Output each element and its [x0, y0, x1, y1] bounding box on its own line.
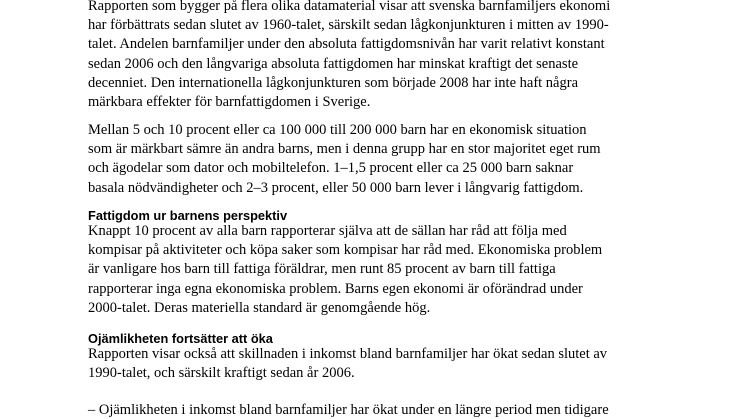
section-heading-child-perspective: Fattigdom ur barnens perspektiv [88, 208, 288, 223]
text-line: Mellan 5 och 10 procent eller ca 100 000 till 200 000 barn har en ekonomisk situation [88, 122, 587, 138]
text-line: och ägodelar som dator och mobiltelefon. 1–1,5 procent eller ca 25 000 barn saknar [88, 160, 574, 177]
paragraph-economy-trend [88, 0, 648, 112]
text-line: Knappt 10 procent av alla barn rapporterar själva att de sällan har råd att följa med [88, 223, 567, 239]
text-line: Rapporten visar också att skillnaden i inkomst bland barnfamiljer har ökat sedan slutet av [88, 346, 608, 362]
paragraph-child-perspective [88, 222, 648, 318]
text-line: 1990-talet, och särskilt kraftigt sedan år 2006. [88, 365, 355, 382]
text-line: märkbara effekter för barnfattigdomen i Sverige. [88, 94, 371, 111]
text-line: har förbättrats sedan slutet av 1960-talet, särskilt sedan lågkonjunkturen i mitten av 1990- [88, 17, 609, 34]
paragraph-inequality [88, 345, 648, 383]
text-line: talet. Andelen barnfamiljer under den absoluta fattigdomsnivån har varit relativt konstant [88, 36, 605, 53]
text-line: kompisar på aktiviteter och köpa saker som kompisar har råd med. Ekonomiska problem [88, 242, 603, 259]
text-line: Rapporten som bygger på flera olika datamaterial visar att svenska barnfamiljers ekonomi [88, 0, 611, 14]
text-line: sedan 2006 och den långvariga absoluta fattigdomen har minskat kraftigt det senaste [88, 55, 579, 72]
text-line: 2000-talet. Deras materiella standard är genomgående hög. [88, 299, 431, 316]
text-line: som är märkbart sämre än andra barns, men i denna grupp har en stor majoritet eget rum [88, 141, 601, 158]
text-line: är vanligare hos barn till fattiga föräldrar, men runt 85 procent av barn till fattiga [88, 261, 556, 278]
text-line: rapporterar inga egna ekonomiska problem. Barns egen ekonomi är oförändrad under [88, 280, 583, 297]
section-heading-inequality: Ojämlikheten fortsätter att öka [88, 331, 273, 346]
text-line: basala nödvändigheter och 2–3 procent, eller 50 000 barn lever i långvarig fattigdom. [88, 179, 584, 196]
paragraph-inequality-bullet: – Ojämlikheten i inkomst bland barnfamiljer har ökat under en längre period men tidigare [88, 402, 609, 418]
paragraph-poverty-figures [88, 121, 648, 198]
text-line: decenniet. Den internationella lågkonjunkturen som började 2008 har inte haft några [88, 74, 579, 91]
